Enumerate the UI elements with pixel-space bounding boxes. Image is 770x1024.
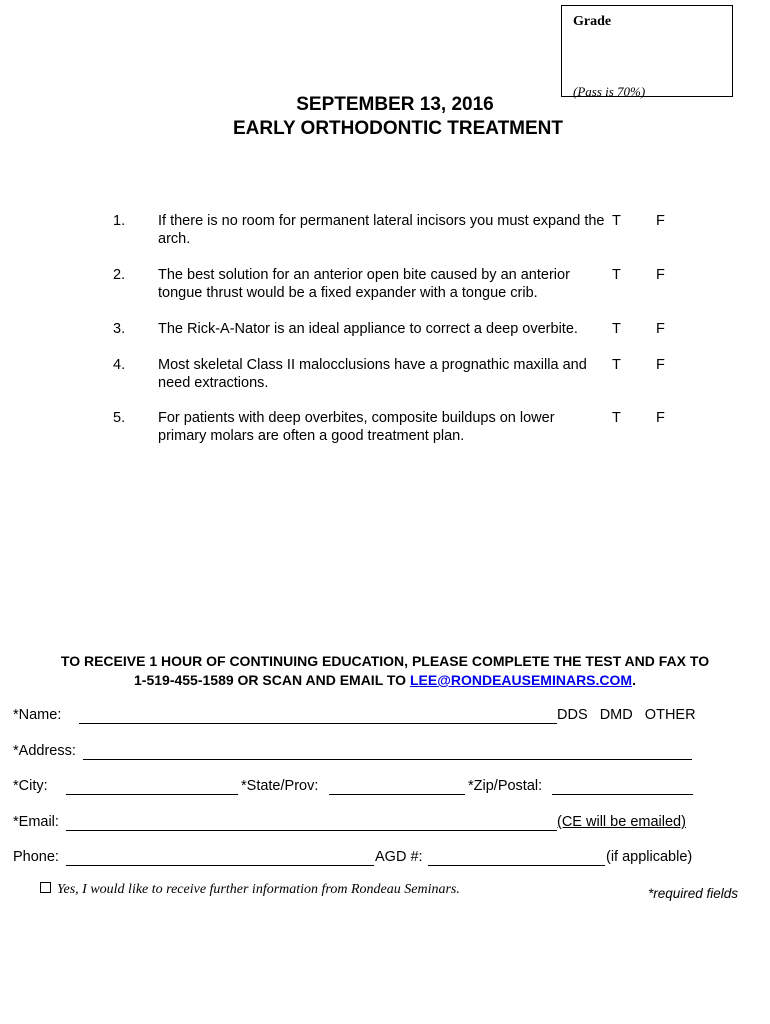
question-number: 4. — [113, 357, 126, 373]
grade-label: Grade — [573, 14, 612, 29]
email-label: *Email: — [13, 814, 59, 830]
pass-note: (Pass is 70%) — [573, 84, 646, 99]
name-row — [0, 707, 770, 729]
instructions-line1: TO RECEIVE 1 HOUR OF CONTINUING EDUCATION, PLEASE COMPLETE THE TEST AND FAX TO — [60, 653, 710, 669]
instructions-fax-text: 1-519-455-1589 OR SCAN AND EMAIL TO — [134, 672, 410, 688]
phone-field[interactable] — [66, 865, 374, 866]
true-option[interactable]: T — [612, 267, 621, 283]
agd-label: AGD #: — [375, 849, 423, 865]
true-option[interactable]: T — [612, 410, 621, 426]
false-option[interactable]: F — [656, 410, 665, 426]
false-option[interactable]: F — [656, 357, 665, 373]
question-number: 5. — [113, 410, 126, 426]
agd-note: (if applicable) — [606, 849, 693, 865]
email-row — [0, 814, 770, 836]
question-text: Most skeletal Class II malocclusions have a prognathic maxilla and need extractions. — [158, 357, 587, 391]
city-field[interactable] — [66, 794, 238, 795]
test-date: SEPTEMBER 13, 2016 — [296, 94, 494, 115]
false-option[interactable]: F — [656, 213, 665, 229]
state-field[interactable] — [329, 794, 465, 795]
opt-in-checkbox[interactable] — [40, 882, 51, 893]
zip-field[interactable] — [552, 794, 693, 795]
true-option[interactable]: T — [612, 213, 621, 229]
location-row — [0, 778, 770, 800]
question-number: 2. — [113, 267, 126, 283]
degree-options[interactable]: DDS DMD OTHER — [557, 707, 696, 723]
question-text: The Rick-A-Nator is an ideal appliance to correct a deep overbite. — [158, 321, 578, 337]
instructions-period: . — [632, 672, 636, 688]
question-text: If there is no room for permanent lateral incisors you must expand the arch. — [158, 213, 605, 247]
address-row — [0, 743, 770, 765]
instructions-line2 — [0, 671, 770, 690]
phone-label: Phone: — [13, 849, 59, 865]
address-label: *Address: — [13, 743, 76, 759]
false-option[interactable]: F — [656, 267, 665, 283]
state-label: *State/Prov: — [241, 778, 319, 794]
city-label: *City: — [13, 778, 48, 794]
true-option[interactable]: T — [612, 321, 621, 337]
ce-instructions — [0, 652, 770, 690]
address-field[interactable] — [83, 759, 692, 760]
false-option[interactable]: F — [656, 321, 665, 337]
question-number: 3. — [113, 321, 126, 337]
page-title: EARLY ORTHODONTIC TREATMENT — [232, 118, 564, 139]
required-fields-note: *required fields — [648, 886, 739, 901]
zip-label: *Zip/Postal: — [468, 778, 543, 794]
email-field[interactable] — [66, 830, 557, 831]
email-link[interactable]: LEE@RONDEAUSEMINARS.COM — [409, 672, 633, 688]
opt-in-label: Yes, I would like to receive further information from Rondeau Seminars. — [57, 882, 460, 897]
phone-row — [0, 849, 770, 871]
question-text: The best solution for an anterior open bite caused by an anterior tongue thrust would be a fixed expander with a tongue crib. — [158, 267, 570, 301]
name-field[interactable] — [79, 723, 557, 724]
name-label: *Name: — [13, 707, 62, 723]
question-text: For patients with deep overbites, composite buildups on lower primary molars are often a good treatment plan. — [158, 410, 555, 444]
true-option[interactable]: T — [612, 357, 621, 373]
email-note: (CE will be emailed) — [557, 814, 686, 830]
question-number: 1. — [113, 213, 126, 229]
grade-box — [561, 5, 733, 97]
agd-field[interactable] — [428, 865, 605, 866]
opt-in-row[interactable] — [40, 882, 460, 898]
